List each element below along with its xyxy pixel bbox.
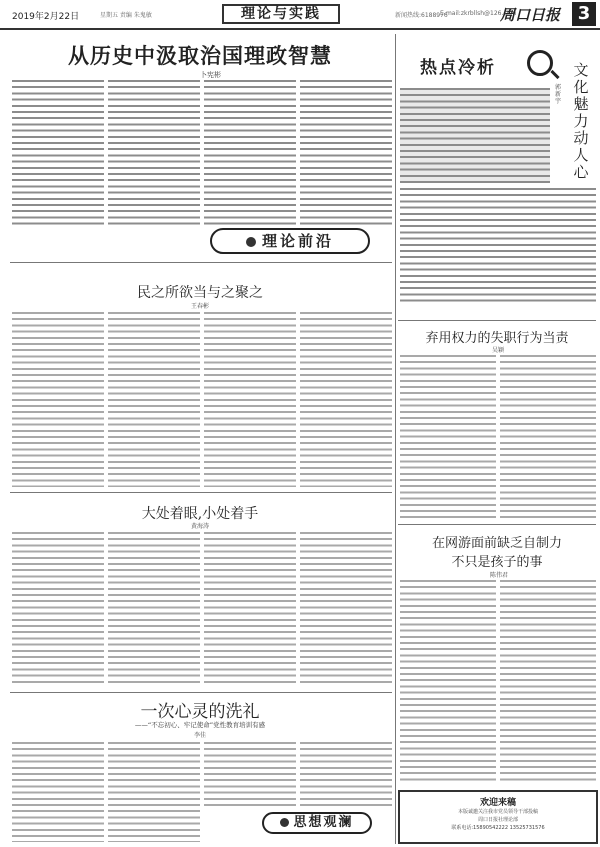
side-title: 文化魅力动人心 [573,61,589,181]
article-1-body-col3 [204,312,296,487]
page-number: 3 [572,2,596,26]
contact-email: E-mail:zkrbllsh@126.com [440,10,517,17]
side-author: 郭新宇 [554,84,561,105]
culture-article-body [400,188,596,306]
banner-dot-icon [280,818,289,827]
bottom-article-title: 一次心灵的洗礼 [140,702,260,722]
paper-name: 周口日报 [500,6,561,24]
article-2-body-col3 [204,532,296,687]
column-divider [395,34,396,844]
article-2-byline: 黄海涛 [190,523,209,530]
submission-title: 欢迎来稿 [479,798,516,808]
lead-article-body-col3 [204,80,296,228]
column-banner-label: 理论前沿 [261,232,334,250]
right-article-2-body-col2 [500,580,596,782]
magnifier-icon [527,50,553,76]
submission-line-1: 本版诚邀关注我市党员领导干部投稿 [457,809,538,815]
lead-article-body-col4 [300,80,392,228]
hot-column-title: 热点冷析 [420,58,496,78]
lead-article-byline: 卜宪彬 [200,71,221,79]
article-2-title: 大处着眼,小处着手 [141,506,259,522]
article-2-body-col1 [12,532,104,687]
column-banner [210,228,370,254]
divider [10,492,392,493]
right-article-1-title: 弃用权力的失职行为当责 [425,331,569,346]
right-article-1-body-col2 [500,355,596,520]
article-2-body-col2 [108,532,200,687]
article-1-body-col1 [12,312,104,487]
lead-article-title: 从历史中汲取治国理政智慧 [68,43,332,68]
lead-article-body-col1 [12,80,104,228]
submission-box [398,790,598,844]
submission-contact: 联系电话:15890542222 13525731576 [451,825,545,831]
submission-line-2: 周口日报社理论部 [477,817,518,823]
bottom-article-body-col2 [108,742,200,842]
right-article-2-byline: 陈伟君 [490,572,509,579]
banner-dot-icon [246,237,256,247]
article-1-body-col4 [300,312,392,487]
bottom-article-subtitle: ——“不忘初心、牢记使命”党性教育培训有感 [134,721,266,729]
section-title: 理论与实践 [222,4,340,24]
news-hotline: 新闻热线:6188976 [395,12,448,19]
top-bar [0,0,600,30]
issue-date: 2019年2月22日 [12,12,80,22]
right-article-2-title-line2: 不只是孩子的事 [451,555,543,570]
thought-banner [262,812,372,834]
editor-info: 星期五 责编 朱鬼敏 [100,12,152,19]
right-article-2-title-line1: 在网游面前缺乏自制力 [431,536,562,551]
article-1-body-col2 [108,312,200,487]
bottom-article-byline: 李佳 [193,732,206,739]
divider [398,524,596,525]
divider [10,692,392,693]
bottom-article-body-col1 [12,742,104,842]
right-article-2-body-col1 [400,580,496,782]
right-article-1-body-col1 [400,355,496,520]
thought-banner-label: 思想观澜 [293,815,354,830]
article-2-body-col4 [300,532,392,687]
article-1-byline: 王春彬 [190,303,209,310]
divider [10,262,392,263]
bottom-article-body-col4 [300,742,392,808]
divider [398,320,596,321]
bottom-article-body-col3 [204,742,296,808]
lead-article-body-col2 [108,80,200,228]
article-1-title: 民之所欲当与之聚之 [137,285,263,301]
hot-column-body [400,88,550,183]
right-article-1-byline: 吴颖 [492,347,505,354]
